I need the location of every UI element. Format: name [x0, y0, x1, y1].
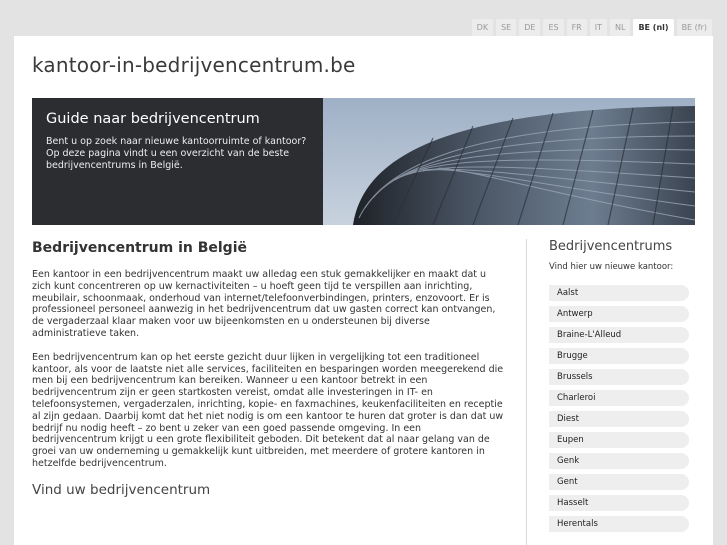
- main-content: [32, 240, 507, 504]
- language-tabs: [472, 19, 712, 36]
- column-divider: [526, 239, 527, 545]
- city-link-diest[interactable]: Diest: [549, 411, 689, 427]
- hero-banner: [32, 98, 695, 225]
- lang-tab-fr[interactable]: FR: [567, 19, 587, 36]
- city-link-eupen[interactable]: Eupen: [549, 432, 689, 448]
- city-link-antwerp[interactable]: Antwerp: [549, 306, 689, 322]
- lang-tab-it[interactable]: IT: [590, 19, 607, 36]
- find-center-subheading: Vind uw bedrijvencentrum: [32, 481, 211, 498]
- hero-description: Bent u op zoek naar nieuwe kantoorruimte of kantoor? Op deze pagina vindt u een overzicht van de beste bedrijvencentrums in België.: [46, 136, 307, 171]
- site-title[interactable]: kantoor-in-bedrijvencentrum.be: [32, 53, 356, 77]
- city-link-braine-lalleud[interactable]: Braine-L'Alleud: [549, 327, 689, 343]
- lang-tab-dk[interactable]: DK: [472, 19, 493, 36]
- lang-tab-de[interactable]: DE: [519, 19, 540, 36]
- main-paragraph: Een kantoor in een bedrijvencentrum maakt uw alledag een stuk gemakkelijker en maakt dat u zich kunt concentreren op uw kernactiviteiten – u hoeft geen tijd te verspillen aan inrichting, meubilair, schoonmaak, onderhoud van internet/telefoonverbindingen, printers, enzovoort. Er is professioneel personeel aanwezig in het bedrijvencentrum dat uw gasten correct kan ontvangen, de vergaderzaal klaar maken voor uw bijeenkomsten en u ondersteunen bij diverse administratieve taken.: [32, 269, 496, 339]
- sidebar-subtitle: Vind hier uw nieuwe kantoor:: [549, 262, 674, 272]
- hero-building-image: [323, 98, 695, 225]
- city-link-herentals[interactable]: Herentals: [549, 516, 689, 532]
- city-link-aalst[interactable]: Aalst: [549, 285, 689, 301]
- lang-tab-nl[interactable]: NL: [610, 19, 630, 36]
- city-link-brussels[interactable]: Brussels: [549, 369, 689, 385]
- sidebar: [549, 239, 689, 537]
- lang-tab-be-fr[interactable]: BE (fr): [677, 19, 712, 36]
- lang-tab-se[interactable]: SE: [496, 19, 516, 36]
- city-link-hasselt[interactable]: Hasselt: [549, 495, 689, 511]
- sidebar-title: Bedrijvencentrums: [549, 239, 673, 254]
- lang-tab-es[interactable]: ES: [543, 19, 563, 36]
- city-link-charleroi[interactable]: Charleroi: [549, 390, 689, 406]
- hero-title: Guide naar bedrijvencentrum: [46, 111, 260, 127]
- city-link-brugge[interactable]: Brugge: [549, 348, 689, 364]
- city-link-genk[interactable]: Genk: [549, 453, 689, 469]
- main-paragraph: Een bedrijvencentrum kan op het eerste gezicht duur lijken in vergelijking tot een traditioneel kantoor, als voor de laatste niet alle services, faciliteiten en besparingen worden meegerekend die men bij een bedrijvencentrum kan bereiken. Wanneer u een kantoor betrekt in een bedrijvencentrum zijn er geen startkosten vereist, omdat alle investeringen in IT- en telefoonsystemen, vergaderzalen, inrichting, kopie- en faxmachines, keukenfaciliteiten en receptie al zijn gedaan. Daarbij komt dat het niet nodig is om een kantoor te huren dat groter is dan dat uw bedrijf nu nodig heeft – zo bent u zeker van een goed passende omgeving. In een bedrijvencentrum krijgt u een grote flexibiliteit geboden. Dit betekent dat al naar gelang van de groei van uw onderneming u gemakkelijk kunt uitbreiden, met meerdere of grotere kantoren in hetzelfde bedrijvencentrum.: [32, 351, 504, 469]
- page-container: [14, 36, 713, 545]
- city-list: [549, 285, 689, 532]
- hero-text: [46, 111, 316, 172]
- city-link-gent[interactable]: Gent: [549, 474, 689, 490]
- lang-tab-be-nl[interactable]: BE (nl): [633, 19, 673, 36]
- main-heading: Bedrijvencentrum in België: [32, 240, 247, 256]
